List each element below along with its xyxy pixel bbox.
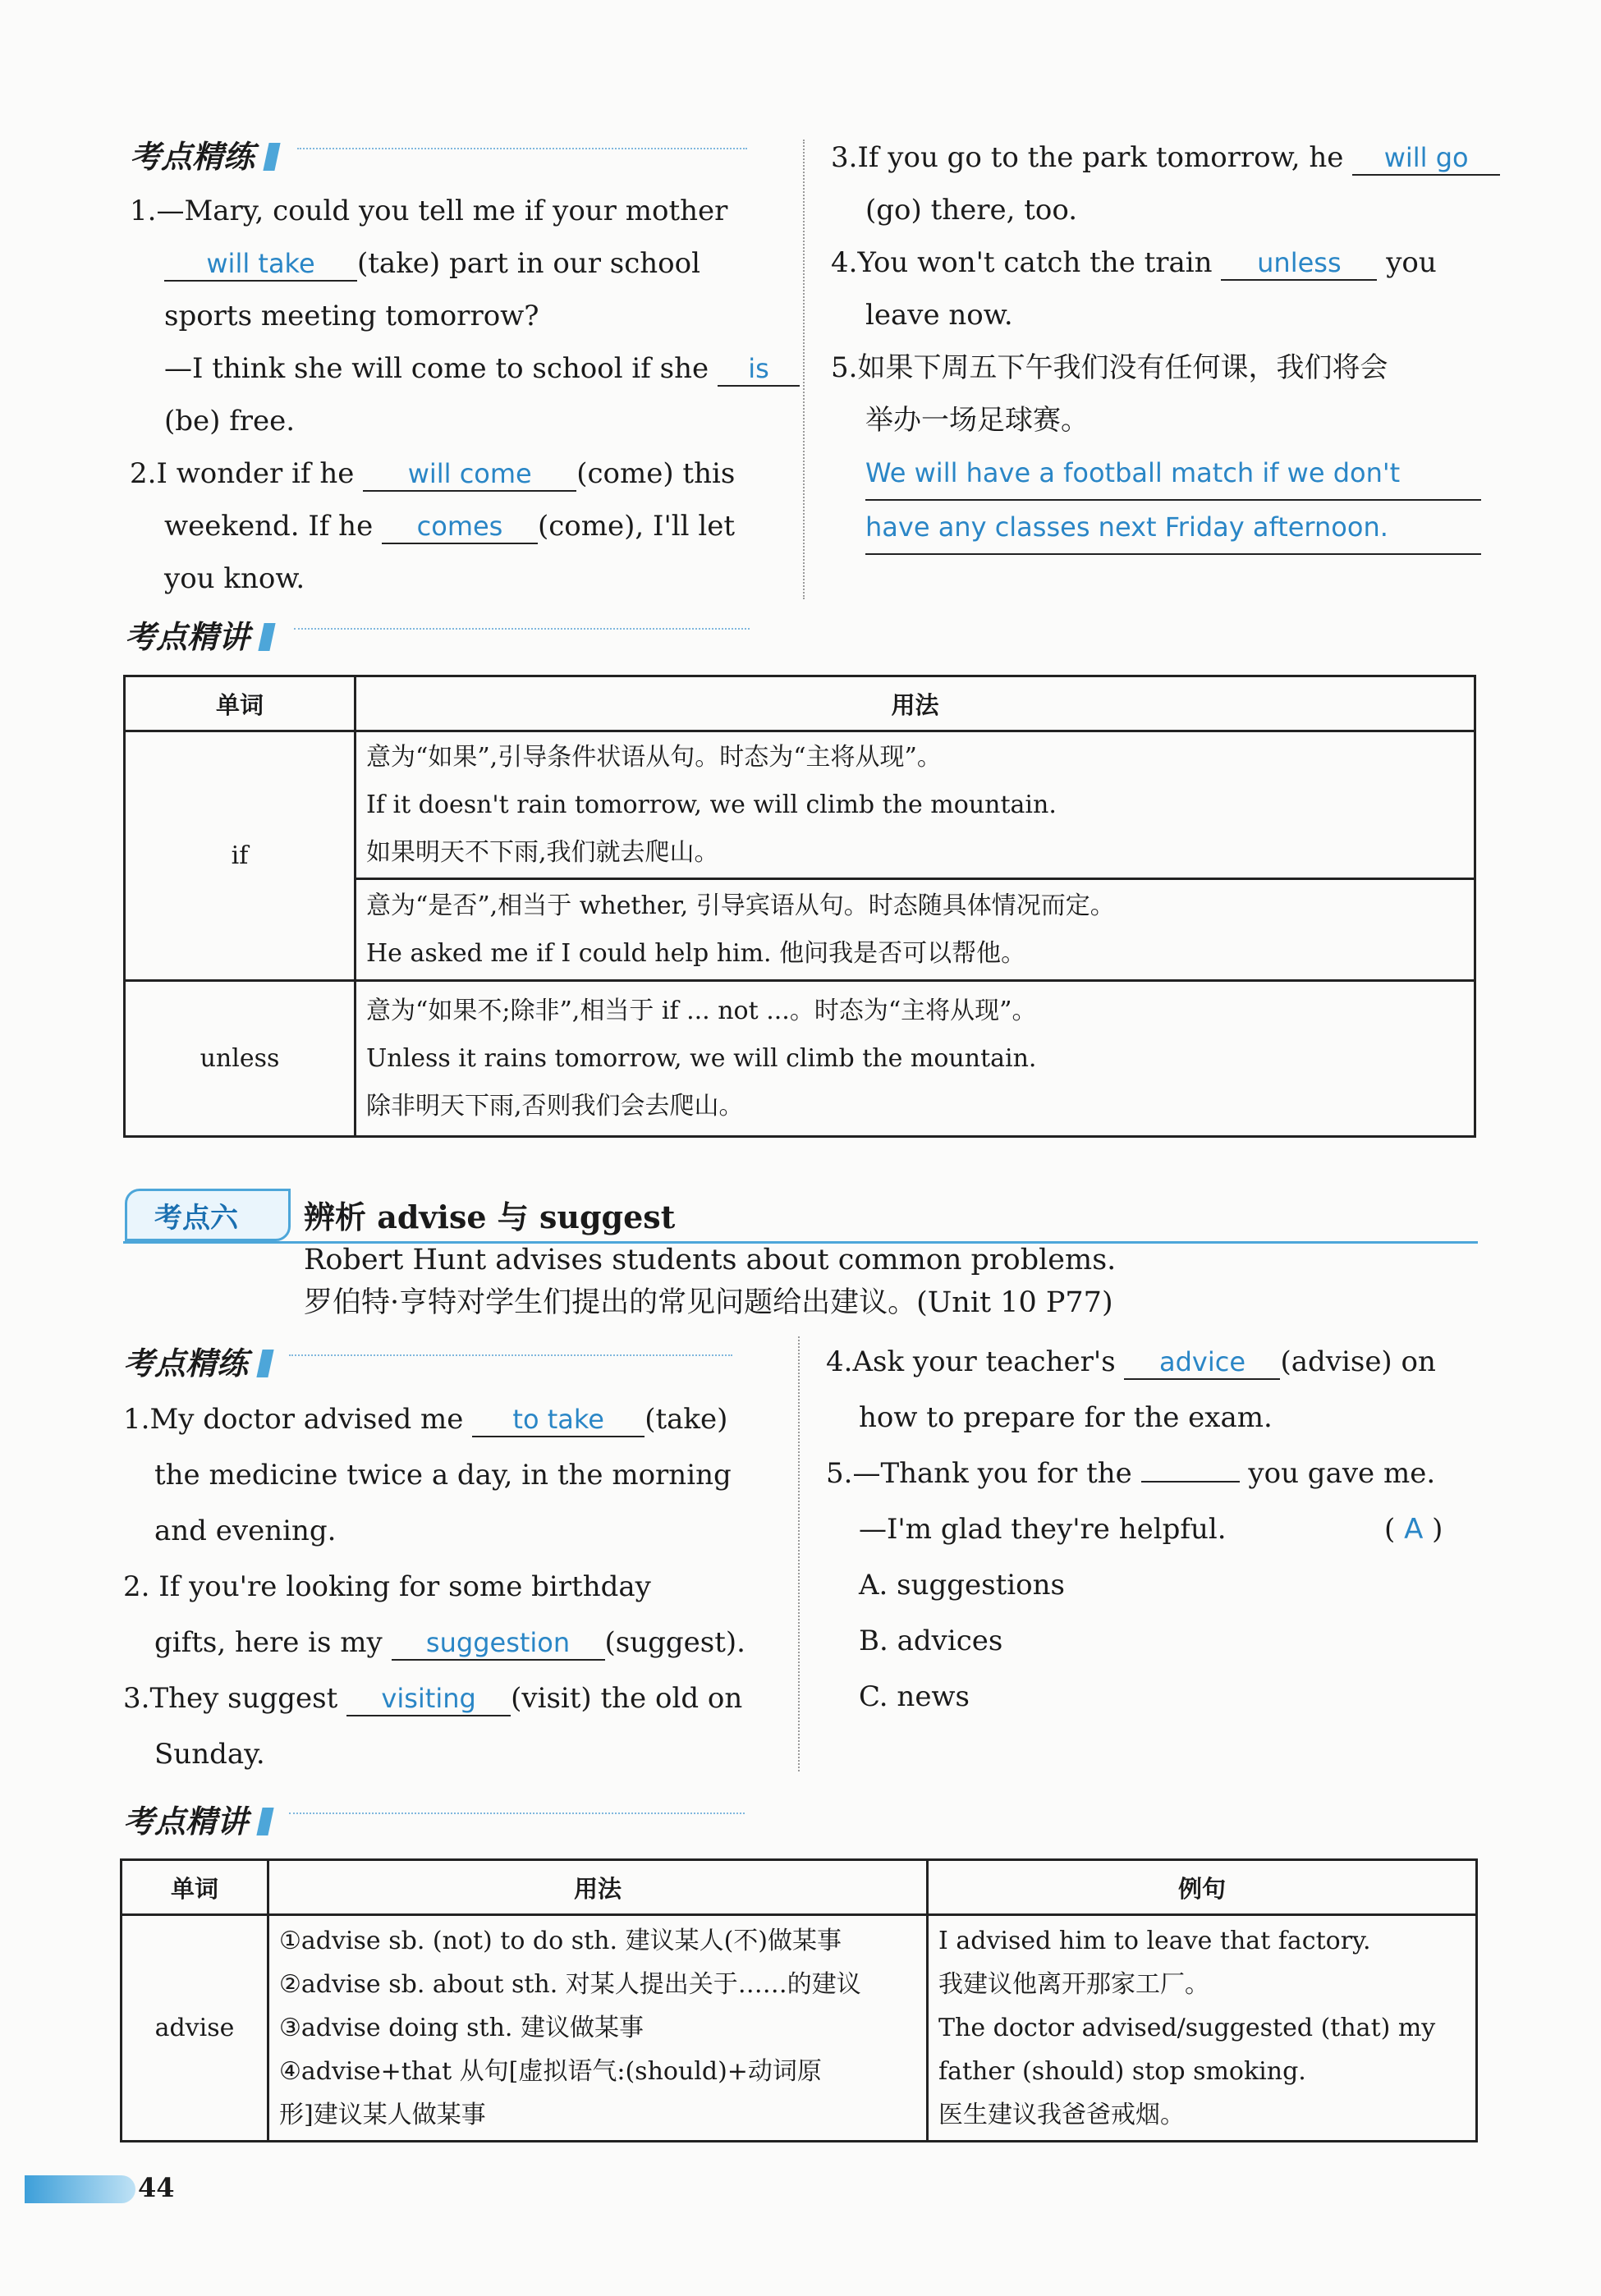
question-4: 4.Ask your teacher's advice (advise) on: [826, 1345, 1436, 1378]
choice-answer[interactable]: ( A ): [1384, 1513, 1443, 1546]
option-c: C. news: [859, 1680, 970, 1713]
table-header: 用法: [268, 1860, 928, 1915]
table-header: 例句: [928, 1860, 1477, 1915]
table-header: 用法: [356, 676, 1475, 731]
answer-blank[interactable]: is: [718, 352, 800, 387]
table-row: 意为“是否”,相当于 whether, 引导宾语从句。时态随具体情况而定。 He asked me if I could help him. 他问我是否可以帮他。: [356, 879, 1475, 981]
question-2: 2.I wonder if he will come (come) this: [130, 457, 736, 490]
divider: [289, 1354, 732, 1356]
answer-translation-line-1[interactable]: We will have a football match if we don't: [865, 447, 1481, 501]
column-divider: [803, 140, 805, 599]
answer-blank[interactable]: will take: [164, 247, 357, 282]
topic-title: 辨析 advise 与 suggest: [304, 1198, 676, 1235]
table-word: advise: [122, 1915, 268, 2142]
question-list-right-2: 4.Ask your teacher's advice (advise) on how to prepare for the exam. 5.—Thank you for the you gave me. —I'm glad they're helpful. ( A ) A. suggestions B. advices C. news: [826, 1334, 1483, 1725]
page-number-bar: [25, 2175, 135, 2203]
question-5: 5.—Thank you for the you gave me.: [826, 1457, 1436, 1490]
option-b: B. advices: [859, 1625, 1003, 1657]
answer-blank[interactable]: [1141, 1481, 1240, 1483]
practice-heading-2: 考点精练: [123, 1338, 271, 1383]
answer-blank[interactable]: to take: [472, 1403, 645, 1437]
question-list-left: 1.—Mary, could you tell me if your mother will take (take) part in our school sports meeting tomorrow? —I think she will come to school if she is (be) free. 2.I wonder if he will come (come) this weekend. If he comes (come), I'll let you know.: [130, 185, 787, 605]
question-3: 3.If you go to the park tomorrow, he will go: [831, 131, 1488, 184]
answer-blank[interactable]: will go: [1352, 141, 1500, 176]
table-word: unless: [125, 981, 356, 1137]
question-3: 3.They suggest visiting (visit) the old on: [123, 1682, 743, 1715]
table-row: 意为“如果”,引导条件状语从句。时态为“主将从现”。 If it doesn't rain tomorrow, we will climb the mountain. 如果明天不下雨,我们就去爬山。: [356, 731, 1475, 879]
answer-blank[interactable]: will come: [363, 457, 576, 492]
table-row: ①advise sb. (not) to do sth. 建议某人(不)做某事 ②advise sb. about sth. 对某人提出关于……的建议 ③advise doing sth. 建议做某事 ④advise+that 从句[虚拟语气:(should)+动词原 形]建议某人做某事: [268, 1915, 928, 2142]
question-list-right: 3.If you go to the park tomorrow, he will go (go) there, too. 4.You won't catch the train unless you leave now. 5.如果下周五下午我们没有任何课，我们将会 举办一场足球赛。 We will have a football match if we don't have any classes next Friday afternoon.: [831, 131, 1488, 555]
practice-heading-1: 考点精练: [130, 131, 278, 176]
heading-marker-icon: [258, 623, 275, 651]
answer-blank[interactable]: comes: [382, 510, 538, 544]
heading-marker-icon: [256, 1350, 273, 1377]
question-1: 1.—Mary, could you tell me if your mother: [130, 195, 728, 227]
answer-translation-line-2[interactable]: have any classes next Friday afternoon.: [865, 501, 1481, 555]
question-1: 1.My doctor advised me to take (take): [123, 1403, 728, 1436]
table-row: I advised him to leave that factory. 我建议他离开那家工厂。 The doctor advised/suggested (that) my father (should) stop smoking. 医生建议我爸爸戒烟。: [928, 1915, 1477, 2142]
page-number: 44: [138, 2172, 175, 2203]
option-a: A. suggestions: [859, 1569, 1065, 1602]
heading-marker-icon: [256, 1808, 273, 1835]
question-list-left-2: 1.My doctor advised me to take (take) the medicine twice a day, in the morning and evening. 2. If you're looking for some birthday gifts, here is my suggestion (suggest). 3.They suggest visiting (visit) the old on Sunday.: [123, 1391, 780, 1782]
table-row: 意为“如果不;除非”,相当于 if ... not ...。时态为“主将从现”。 Unless it rains tomorrow, we will climb the mountain. 除非明天下雨,否则我们会去爬山。: [356, 981, 1475, 1137]
topic-tag-label: 考点六: [154, 1202, 238, 1235]
source-sentence-cn: 罗伯特·亨特对学生们提出的常见问题给出建议。(Unit 10 P77): [304, 1286, 1113, 1319]
source-sentence-en: Robert Hunt advises students about common problems.: [304, 1244, 1117, 1276]
usage-table-if-unless: [123, 675, 1476, 1138]
table-header: 单词: [122, 1860, 268, 1915]
divider: [297, 148, 747, 149]
table-header: 单词: [125, 676, 356, 731]
heading-marker-icon: [263, 143, 280, 171]
column-divider: [798, 1336, 800, 1771]
question-4: 4.You won't catch the train unless you: [831, 246, 1437, 279]
question-2: 2. If you're looking for some birthday: [123, 1570, 651, 1603]
explain-heading-2: 考点精讲: [123, 1796, 271, 1841]
answer-blank[interactable]: visiting: [346, 1682, 511, 1716]
divider: [289, 1813, 745, 1814]
question-5: 5.如果下周五下午我们没有任何课，我们将会: [831, 351, 1388, 384]
answer-blank[interactable]: suggestion: [392, 1626, 605, 1661]
divider: [294, 628, 750, 630]
answer-blank[interactable]: unless: [1221, 246, 1377, 281]
table-word: if: [125, 731, 356, 981]
explain-heading-1: 考点精讲: [125, 612, 273, 657]
answer-blank[interactable]: advice: [1124, 1345, 1280, 1380]
usage-table-advise: [120, 1858, 1478, 2142]
